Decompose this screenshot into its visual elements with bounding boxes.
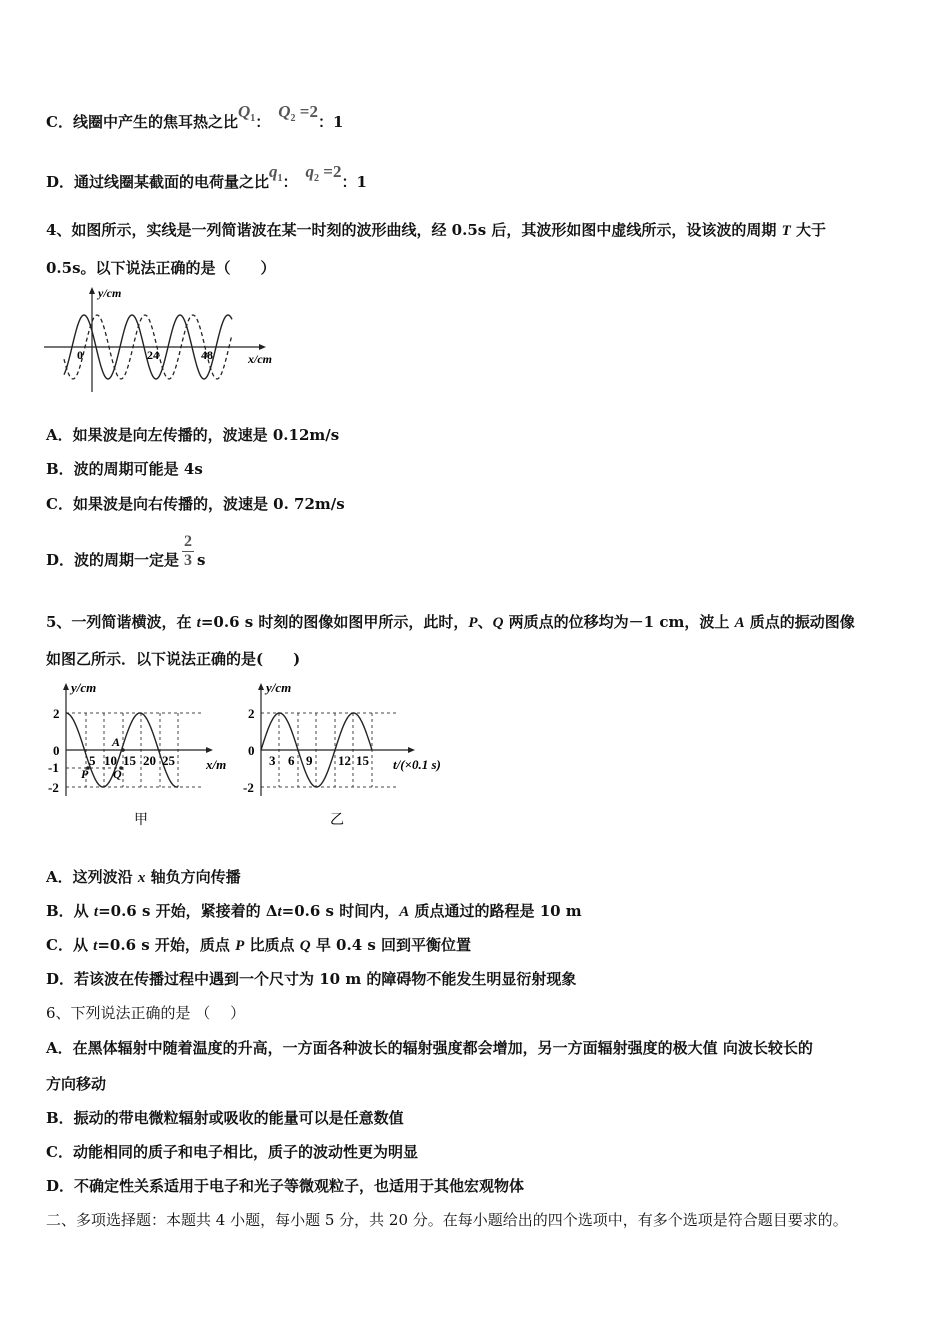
q4-stem-line2: 0.5s。以下说法正确的是（ ）: [46, 259, 276, 277]
q6-stem: 6、下列说法正确的是 （ ）: [46, 1004, 246, 1022]
jia-x-label: x/m: [206, 757, 227, 772]
q4-option-b: B．波的周期可能是 4s: [46, 460, 203, 478]
yi-ytick-2: 2: [248, 706, 255, 721]
yi-ytick-0: 0: [248, 743, 255, 758]
section-2-heading: 二、多项选择题：本题共 4 小题，每小题 5 分，共 20 分。在每小题给出的四个选项中，有多个选项是符合题目要求的。: [46, 1211, 848, 1229]
yi-x-label: t/(×0.1 s): [393, 757, 441, 772]
q4-option-a: A．如果波是向左传播的，波速是 0.12m/s: [46, 426, 340, 444]
q4-y-label: y/cm: [98, 286, 122, 300]
yi-xtick-15: 15: [356, 753, 369, 768]
q5-option-b: B．从 t=0.6 s 开始，紧接着的 Δt=0.6 s 时间内，A 质点通过的路程是 10 m: [46, 902, 582, 920]
yi-ytick-neg2: -2: [243, 780, 254, 795]
jia-label-q: Q: [113, 767, 122, 781]
q3-d-ratio-q1: $q_1$: [269, 162, 283, 184]
q6-option-a-line2: 方向移动: [46, 1075, 107, 1093]
jia-ytick-neg1: -1: [48, 760, 59, 775]
jia-xtick-15: 15: [123, 753, 136, 768]
q5-option-d: D．若该波在传播过程中遇到一个尺寸为 10 m 的障碍物不能发生明显衍射现象: [46, 970, 577, 988]
jia-label-p: P: [81, 767, 89, 781]
q5-option-a: A．这列波沿 x 轴负方向传播: [46, 868, 241, 886]
q4-x-label: x/cm: [248, 352, 272, 366]
jia-xtick-20: 20: [143, 753, 156, 768]
q6-option-b: B．振动的带电微粒辐射或吸收的能量可以是任意数值: [46, 1109, 404, 1127]
yi-caption: 乙: [330, 813, 344, 828]
jia-xtick-25: 25: [162, 753, 175, 768]
jia-ytick-2: 2: [53, 706, 60, 721]
jia-y-label: y/cm: [71, 680, 97, 695]
jia-ytick-0: 0: [53, 743, 60, 758]
q6-option-a-line1: A．在黑体辐射中随着温度的升高，一方面各种波长的辐射强度都会增加，另一方面辐射强度的极大值 向波长较长的: [46, 1039, 813, 1057]
jia-point-a: [121, 748, 125, 752]
q4-tick-0: 0: [77, 348, 83, 362]
yi-xtick-9: 9: [306, 753, 313, 768]
q4-stem-line1: 4、如图所示，实线是一列简谐波在某一时刻的波形曲线，经 0.5s 后，其波形如图中虚线所示，设该波的周期 T 大于: [46, 221, 827, 239]
yi-xtick-3: 3: [269, 753, 276, 768]
q3-c-ratio-q2: $Q_2 =2$: [278, 102, 318, 124]
q5-figure-jia: [44, 678, 239, 830]
yi-xtick-6: 6: [288, 753, 295, 768]
q6-option-c: C．动能相同的质子和电子相比，质子的波动性更为明显: [46, 1143, 418, 1161]
jia-caption: 甲: [134, 813, 148, 828]
q4-option-d: D．波的周期一定是 $\frac{2}{3}$ s: [46, 532, 206, 569]
q4-tick-24: 24: [147, 348, 159, 362]
q4-option-c: C．如果波是向右传播的，波速是 0. 72m/s: [46, 495, 345, 513]
q5-option-c: C．从 t=0.6 s 开始，质点 P 比质点 Q 早 0.4 s 回到平衡位置: [46, 936, 472, 954]
q3-option-d: D．通过线圈某截面的电荷量之比$q_1$：$q_2 =2$：1: [46, 162, 367, 191]
q6-option-d: D．不确定性关系适用于电子和光子等微观粒子，也适用于其他宏观物体: [46, 1177, 525, 1195]
q5-figure-yi: [240, 678, 470, 830]
yi-xtick-12: 12: [338, 753, 351, 768]
jia-ytick-neg2: -2: [48, 780, 59, 795]
yi-y-label: y/cm: [266, 680, 292, 695]
jia-xtick-5: 5: [89, 753, 96, 768]
q4-tick-48: 48: [201, 348, 213, 362]
q4-wave-figure: [44, 284, 284, 396]
jia-label-a: A: [112, 735, 121, 749]
q4-d-fraction: $\frac{2}{3}$: [184, 532, 193, 569]
q3-c-ratio-q1: $Q_1$: [237, 102, 256, 124]
jia-xtick-10: 10: [104, 753, 117, 768]
q3-option-c: C．线圈中产生的焦耳热之比$Q_1$：$Q_2 =2$：1: [46, 102, 344, 131]
q5-stem-line1: 5、一列简谐横波，在 t=0.6 s 时刻的图像如图甲所示，此时，P、Q 两质点的位移均为－1 cm，波上 A 质点的振动图像: [46, 613, 855, 631]
q3-d-ratio-q2: $q_2 =2$: [305, 162, 342, 184]
q5-stem-line2: 如图乙所示．以下说法正确的是( ): [46, 650, 301, 668]
